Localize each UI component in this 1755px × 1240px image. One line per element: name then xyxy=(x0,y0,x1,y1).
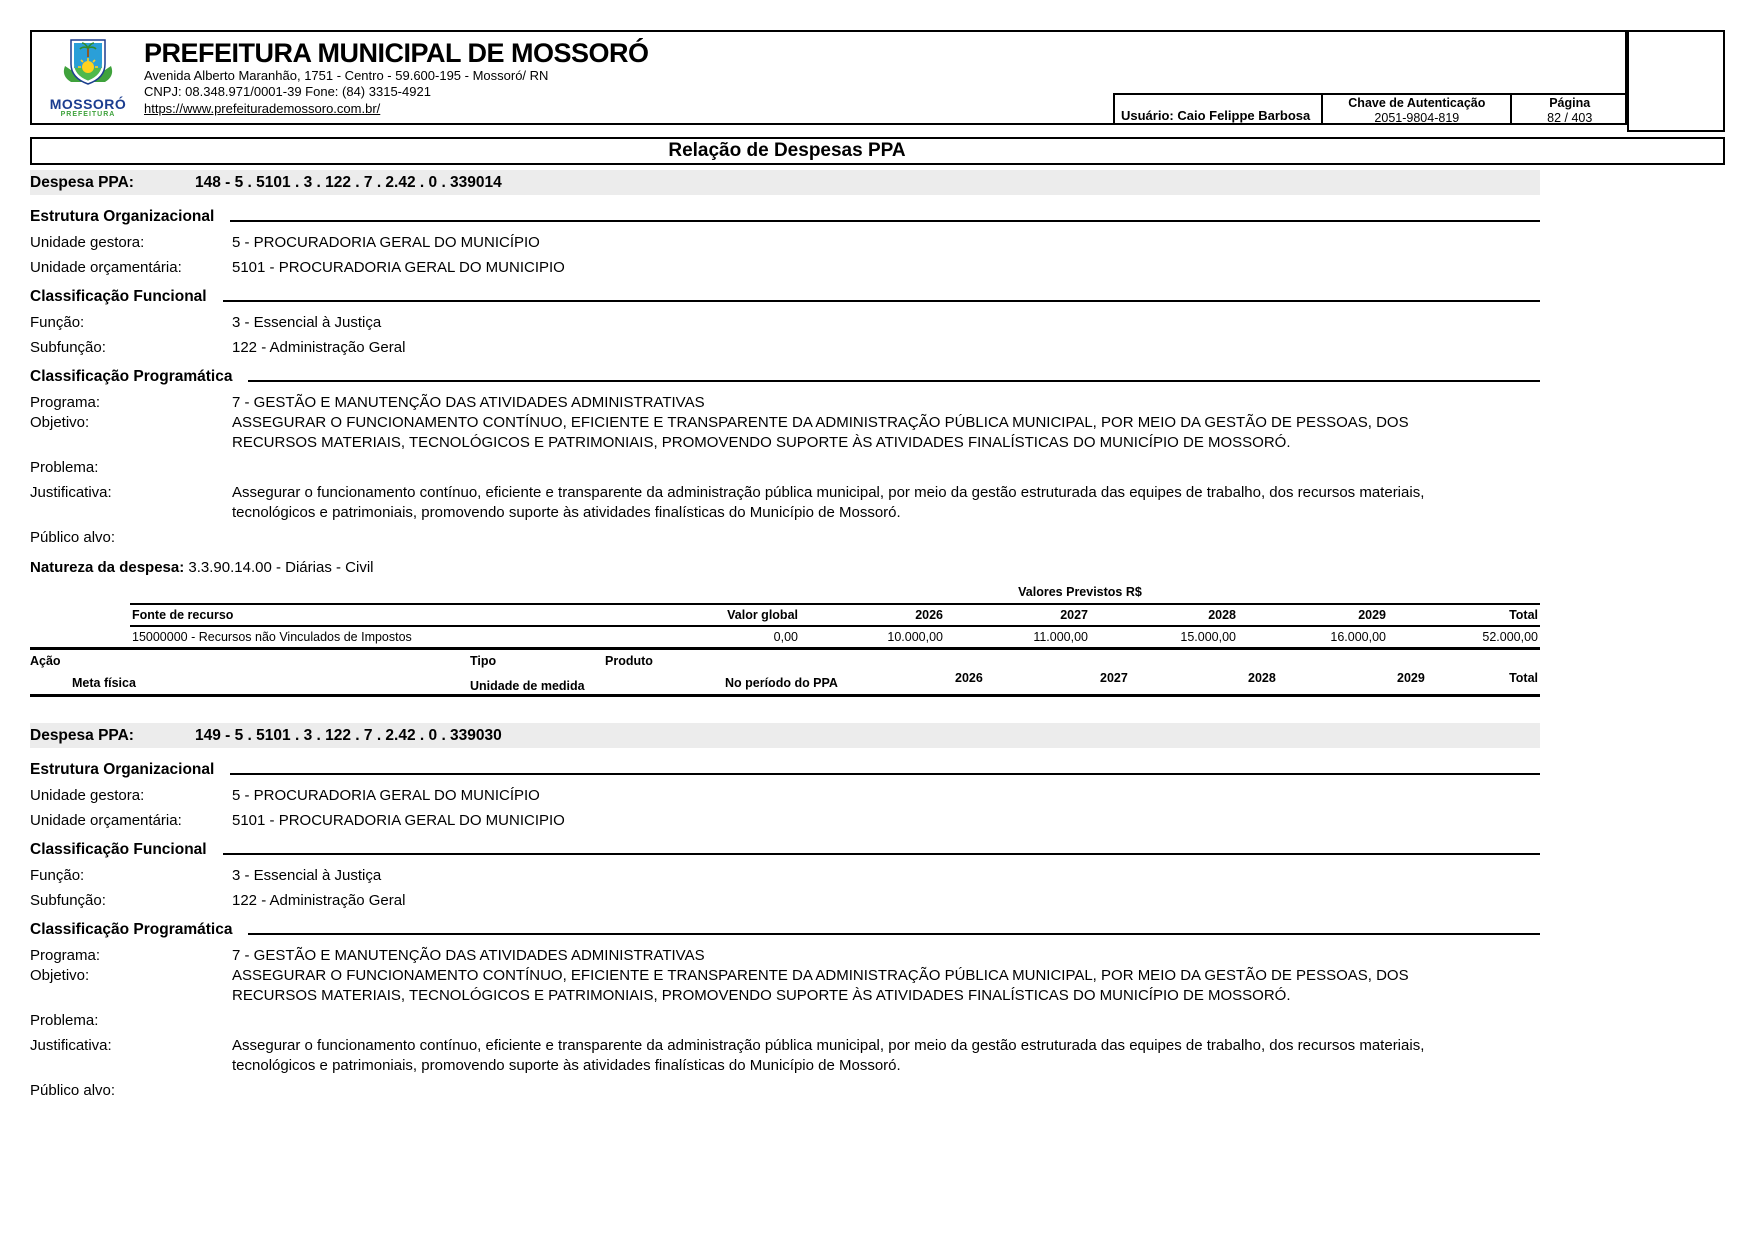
page-label: Página xyxy=(1549,96,1591,110)
col-2026: 2026 xyxy=(800,604,945,626)
field-label: Função: xyxy=(30,867,85,884)
table-row xyxy=(130,626,1540,647)
cell-fonte: 15000000 - Recursos não Vinculados de Impostos xyxy=(132,630,412,644)
field-justificativa xyxy=(30,483,1540,523)
field-value: 3 - Essencial à Justiça xyxy=(232,867,382,884)
produto-label: Produto xyxy=(605,654,653,668)
section-rule xyxy=(230,207,1540,222)
field-funcao xyxy=(30,313,1540,333)
field-value: 5101 - PROCURADORIA GERAL DO MUNICIPIO xyxy=(232,259,565,276)
field-label: Justificativa: xyxy=(30,484,112,501)
website-link[interactable]: https://www.prefeiturademossoro.com.br/ xyxy=(144,101,381,116)
section-rule xyxy=(223,287,1540,302)
section-title: Estrutura Organizacional xyxy=(30,761,215,778)
field-value: 122 - Administração Geral xyxy=(232,892,406,909)
field-label: Justificativa: xyxy=(30,1037,112,1054)
field-funcao xyxy=(30,866,1540,886)
natureza-label: Natureza da despesa: xyxy=(30,559,185,576)
page-cell xyxy=(1510,95,1627,125)
cnpj-phone-line: CNPJ: 08.348.971/0001-39 Fone: (84) 3315-4921 xyxy=(144,84,431,99)
field-label: Problema: xyxy=(30,459,99,476)
section-rule xyxy=(223,840,1540,855)
section-classificacao-funcional xyxy=(30,840,1540,859)
report-header xyxy=(30,30,1627,125)
field-programa xyxy=(30,393,1540,413)
section-classificacao-funcional xyxy=(30,287,1540,306)
crest-icon xyxy=(57,36,119,98)
field-label: Unidade orçamentária: xyxy=(30,259,182,276)
section-estrutura-organizacional xyxy=(30,760,1540,779)
field-unidade-orcamentaria xyxy=(30,811,1540,831)
field-label: Objetivo: xyxy=(30,414,90,431)
no-periodo-ppa-label: No período do PPA xyxy=(725,676,838,690)
section-title: Classificação Programática xyxy=(30,921,233,938)
field-label: Unidade gestora: xyxy=(30,787,145,804)
field-problema xyxy=(30,1011,1540,1031)
field-value: 5 - PROCURADORIA GERAL DO MUNICÍPIO xyxy=(232,234,540,251)
acao-col-2027: 2027 xyxy=(1100,671,1128,685)
field-programa xyxy=(30,946,1540,966)
col-2029: 2029 xyxy=(1238,604,1388,626)
field-label: Função: xyxy=(30,314,85,331)
valores-previstos-table xyxy=(130,603,1540,647)
field-publico-alvo xyxy=(30,1081,1540,1101)
tipo-label: Tipo xyxy=(470,654,497,668)
organization-name: PREFEITURA MUNICIPAL DE MOSSORÓ xyxy=(144,38,649,68)
section-title: Classificação Programática xyxy=(30,368,233,385)
field-label: Público alvo: xyxy=(30,529,116,546)
despesa-code: 149 - 5 . 5101 . 3 . 122 . 7 . 2.42 . 0 . 339030 xyxy=(195,726,502,744)
cell-2026: 10.000,00 xyxy=(887,630,943,644)
field-publico-alvo xyxy=(30,528,1540,548)
page-number: 82 / 403 xyxy=(1547,111,1593,125)
field-unidade-gestora xyxy=(30,233,1540,253)
cell-2029: 16.000,00 xyxy=(1330,630,1386,644)
field-value: 122 - Administração Geral xyxy=(232,339,406,356)
field-unidade-gestora xyxy=(30,786,1540,806)
field-value: 3 - Essencial à Justiça xyxy=(232,314,382,331)
report-body xyxy=(30,170,1540,1106)
unidade-medida-label: Unidade de medida xyxy=(470,679,585,693)
section-classificacao-programatica xyxy=(30,367,1540,386)
natureza-value: 3.3.90.14.00 - Diárias - Civil xyxy=(188,559,374,576)
section-title: Classificação Funcional xyxy=(30,288,207,305)
field-problema xyxy=(30,458,1540,478)
auth-key-value: 2051-9804-819 xyxy=(1374,111,1460,125)
field-subfuncao xyxy=(30,338,1540,358)
col-valor-global: Valor global xyxy=(660,604,800,626)
auth-info-table xyxy=(1113,93,1627,125)
col-total: Total xyxy=(1388,604,1540,626)
despesa-label: Despesa PPA: xyxy=(30,726,134,744)
cell-total: 52.000,00 xyxy=(1482,630,1538,644)
field-label: Programa: xyxy=(30,947,101,964)
field-subfuncao xyxy=(30,891,1540,911)
field-label: Público alvo: xyxy=(30,1082,116,1099)
user-name: Usuário: Caio Felippe Barbosa xyxy=(1121,108,1311,123)
field-label: Unidade gestora: xyxy=(30,234,145,251)
field-unidade-orcamentaria xyxy=(30,258,1540,278)
col-2027: 2027 xyxy=(945,604,1090,626)
field-label: Subfunção: xyxy=(30,339,106,356)
despesa-code: 148 - 5 . 5101 . 3 . 122 . 7 . 2.42 . 0 . 339014 xyxy=(195,173,502,191)
field-value: 7 - GESTÃO E MANUTENÇÃO DAS ATIVIDADES ADMINISTRATIVAS xyxy=(232,947,705,964)
cell-2027: 11.000,00 xyxy=(1033,630,1088,644)
valores-previstos-title: Valores Previstos R$ xyxy=(1018,585,1142,599)
address-line: Avenida Alberto Maranhão, 1751 - Centro - 59.600-195 - Mossoró/ RN xyxy=(144,68,549,83)
field-value: Assegurar o funcionamento contínuo, eficiente e transparente da administração pública municipal, por meio da gestão estruturada das equipes de trabalho, dos recursos materiais, tecnológicos e patrimoniais, promovendo suporte às atividades finalísticas do Município de Mossoró. xyxy=(232,484,1425,521)
auth-key-label: Chave de Autenticação xyxy=(1348,96,1486,110)
acao-col-2026: 2026 xyxy=(955,671,983,685)
field-label: Unidade orçamentária: xyxy=(30,812,182,829)
field-label: Problema: xyxy=(30,1012,99,1029)
field-objetivo xyxy=(30,413,1540,453)
field-value: ASSEGURAR O FUNCIONAMENTO CONTÍNUO, EFICIENTE E TRANSPARENTE DA ADMINISTRAÇÃO PÚBLICA MUNICIPAL, POR MEIO DA GESTÃO DE PESSOAS, DOS RECURSOS MATERIAIS, TECNOLÓGICOS E PATRIMONIAIS, PROMOVENDO SUPORTE ÀS ATIVIDADES FINALÍSTICAS DO MUNICÍPIO DE MOSSORÓ. xyxy=(232,967,1409,1004)
field-label: Subfunção: xyxy=(30,892,106,909)
col-fonte-de-recurso: Fonte de recurso xyxy=(130,604,660,626)
field-value: 5101 - PROCURADORIA GERAL DO MUNICIPIO xyxy=(232,812,565,829)
field-label: Objetivo: xyxy=(30,967,90,984)
section-title: Classificação Funcional xyxy=(30,841,207,858)
natureza-despesa-line xyxy=(30,559,1540,576)
acao-label: Ação xyxy=(30,654,61,668)
despesa-row xyxy=(30,723,1540,748)
auth-key-cell xyxy=(1321,95,1510,125)
report-title-bar xyxy=(30,137,1725,165)
cell-valor-global: 0,00 xyxy=(773,630,798,644)
section-title: Estrutura Organizacional xyxy=(30,208,215,225)
logo-subtitle: PREFEITURA xyxy=(60,111,116,118)
acao-col-2028: 2028 xyxy=(1248,671,1276,685)
field-label: Programa: xyxy=(30,394,101,411)
acao-col-2029: 2029 xyxy=(1397,671,1425,685)
field-value: 7 - GESTÃO E MANUTENÇÃO DAS ATIVIDADES ADMINISTRATIVAS xyxy=(232,394,705,411)
field-justificativa xyxy=(30,1036,1540,1076)
cell-2028: 15.000,00 xyxy=(1180,630,1236,644)
table-header-row xyxy=(130,604,1540,626)
col-2028: 2028 xyxy=(1090,604,1238,626)
despesa-row xyxy=(30,170,1540,195)
meta-fisica-label: Meta física xyxy=(72,676,136,690)
field-value: ASSEGURAR O FUNCIONAMENTO CONTÍNUO, EFICIENTE E TRANSPARENTE DA ADMINISTRAÇÃO PÚBLICA MUNICIPAL, POR MEIO DA GESTÃO DE PESSOAS, DOS RECURSOS MATERIAIS, TECNOLÓGICOS E PATRIMONIAIS, PROMOVENDO SUPORTE ÀS ATIVIDADES FINALÍSTICAS DO MUNICÍPIO DE MOSSORÓ. xyxy=(232,414,1409,451)
acao-col-total: Total xyxy=(1509,671,1538,685)
logo-city-name: MOSSORÓ xyxy=(49,96,127,112)
section-classificacao-programatica xyxy=(30,920,1540,939)
city-crest-logo xyxy=(42,36,134,122)
corner-box xyxy=(1627,30,1725,132)
section-rule xyxy=(248,920,1540,935)
section-rule xyxy=(230,760,1540,775)
field-objetivo xyxy=(30,966,1540,1006)
despesa-label: Despesa PPA: xyxy=(30,173,134,191)
section-estrutura-organizacional xyxy=(30,207,1540,226)
field-value: Assegurar o funcionamento contínuo, eficiente e transparente da administração pública municipal, por meio da gestão estruturada das equipes de trabalho, dos recursos materiais, tecnológicos e patrimoniais, promovendo suporte às atividades finalísticas do Município de Mossoró. xyxy=(232,1037,1425,1074)
field-value: 5 - PROCURADORIA GERAL DO MUNICÍPIO xyxy=(232,787,540,804)
section-rule xyxy=(248,367,1540,382)
report-title: Relação de Despesas PPA xyxy=(668,140,906,161)
acao-header-band xyxy=(30,647,1540,697)
